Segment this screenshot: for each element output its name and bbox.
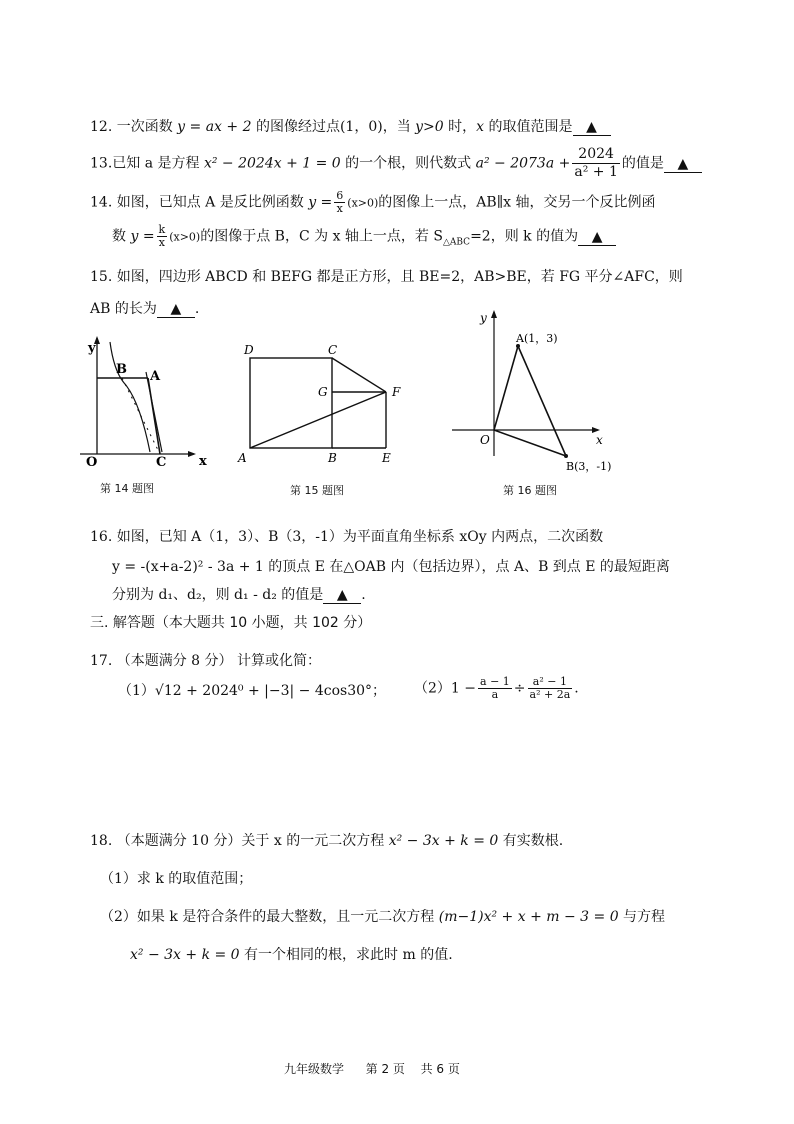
q12-formula: y = ax + 2 (177, 119, 252, 135)
question-16-line-3: 分别为 d₁、d₂，则 d₁ - d₂ 的值是 ▲ . (112, 587, 366, 603)
q14-cond-1: (x>0) (347, 196, 379, 210)
q17-end: . (574, 680, 579, 697)
q14-fraction-1 (334, 190, 345, 215)
q12-var: x (476, 119, 485, 135)
fig16-segment-ob (494, 430, 566, 456)
q13-text-c: 的值是 (621, 155, 664, 172)
fig16-point-b (564, 454, 568, 458)
fig15-caption: 第 15 题图 (290, 484, 344, 497)
q17-fraction-2 (528, 676, 573, 701)
fig15-segment-af (250, 392, 386, 448)
fig16-label-x: x (596, 433, 603, 447)
fig14-caption: 第 14 题图 (100, 482, 154, 495)
fig15-label-f: F (392, 385, 401, 399)
figure-15 (236, 340, 416, 470)
q12-cond: y>0 (415, 119, 444, 135)
footer-subject: 九年级数学 (284, 1062, 345, 1076)
q13-expression: a² − 2073a + (475, 155, 571, 172)
q17-part2-pre: 1 − (450, 680, 477, 697)
q18-header-a: 18. （本题满分 10 分）关于 x 的一元二次方程 (90, 833, 389, 849)
question-12 (90, 116, 611, 136)
q15-line2: AB 的长为 (90, 301, 157, 317)
q17-part2-label: （2） (414, 680, 451, 697)
question-18-part-2-line-2 (130, 944, 453, 964)
q13-frac-num: 2024 (572, 146, 620, 164)
fig16-label-y: y (480, 311, 487, 325)
fig15-label-d: D (244, 343, 254, 357)
question-13 (90, 146, 702, 181)
q13-frac-den: a² + 1 (574, 164, 618, 180)
q14-line1-a: 14. 如图，已知点 A 是反比例函数 (90, 194, 309, 211)
question-18-part-1: （1）求 k 的取值范围； (100, 871, 253, 887)
fig16-y-arrow (491, 310, 497, 318)
fig14-label-b: B (116, 362, 127, 377)
fig14-label-c: C (156, 455, 167, 470)
q14-line2-a: 数 (112, 228, 131, 245)
q17-f2-num: a² − 1 (528, 676, 573, 689)
q17-part1-label: （1） (118, 683, 155, 699)
q18-header-eq: x² − 3x + k = 0 (388, 833, 499, 849)
q16-line1: 16. 如图，已知 A（1，3）、B（3，-1）为平面直角坐标系 xOy 内两点，二次函数 (90, 529, 604, 545)
q17-part1-expr: √12 + 2024⁰ + |−3| − 4cos30°； (154, 683, 387, 699)
q14-frac2-num: k (158, 223, 166, 236)
figure-16 (446, 306, 616, 476)
q17-f1-den: a (491, 688, 499, 701)
fig16-caption: 第 16 题图 (503, 484, 557, 497)
q14-cond-2: (x>0) (169, 230, 201, 244)
fig16-label-b: B(3，-1) (566, 460, 612, 473)
q13-answer-blank: ▲ (664, 156, 702, 173)
q18-part2-a: （2）如果 k 是符合条件的最大整数，且一元二次方程 (100, 909, 439, 925)
q12-text-d: 的取值范围是 (484, 119, 573, 135)
q12-text-a: 12. 一次函数 (90, 119, 178, 135)
q14-frac2-den: x (158, 236, 165, 249)
fig14-label-y: y (88, 341, 96, 356)
footer-total: 共 6 页 (420, 1062, 460, 1076)
q15-line1: 15. 如图，四边形 ABCD 和 BEFG 都是正方形，且 BE=2，AB>BE，若 FG 平分∠AFC，则 (90, 269, 683, 285)
q16-line2: y = -(x+a-2)² - 3a + 1 的顶点 E 在△OAB 内（包括边界），点 A、B 到点 E 的最短距离 (112, 559, 670, 575)
question-15-line-2: AB 的长为 ▲ . (90, 301, 200, 317)
fig15-label-g: G (318, 385, 328, 399)
q18-part2-b: 与方程 (618, 909, 666, 925)
question-18-header (90, 830, 563, 850)
q18-header-b: 有实数根. (498, 833, 564, 849)
q12-text-c: 时， (443, 119, 477, 135)
fig16-segment-ab (518, 346, 566, 456)
fig15-label-e: E (382, 451, 391, 465)
question-17-header: 17. （本题满分 8 分） 计算或化简： (90, 653, 321, 669)
q18-part2-eq2: x² − 3x + k = 0 (130, 947, 240, 963)
q14-answer-blank: ▲ (578, 229, 616, 246)
footer-page: 第 2 页 (365, 1062, 405, 1076)
question-16-line-1 (90, 526, 603, 546)
q17-div-sign: ÷ (513, 680, 526, 697)
q14-y: y = (308, 194, 333, 211)
q18-part2-line2-b: 有一个相同的根，求此时 m 的值. (239, 947, 453, 963)
fig14-label-o: O (86, 455, 98, 470)
q14-frac1-den: x (336, 202, 343, 215)
question-18-part-2-line-1 (100, 906, 665, 926)
fig14-segment-ac (148, 378, 160, 454)
fig15-segment-cf (332, 358, 386, 392)
q18-part2-eq: (m−1)x² + x + m − 3 = 0 (438, 909, 619, 925)
q13-text-a: 13.已知 a 是方程 (90, 155, 204, 172)
question-14-line-2 (112, 224, 616, 249)
fig16-label-o: O (480, 433, 490, 447)
question-17-part-1 (118, 680, 386, 700)
question-15-line-1 (90, 266, 683, 286)
fig15-label-c: C (328, 343, 338, 357)
question-14-line-1 (90, 190, 656, 215)
q14-line2-c: =2，则 k 的值为 (470, 228, 579, 245)
q14-fraction-2 (157, 224, 168, 249)
fig14-x-arrow (188, 451, 196, 457)
page-footer (284, 1060, 460, 1077)
fig14-label-x: x (199, 454, 207, 469)
q14-area-sub: △ABC (442, 237, 471, 248)
q16-answer-blank: ▲ (323, 587, 361, 604)
q15-answer-blank: ▲ (157, 301, 195, 318)
q17-f2-den: a² + 2a (529, 688, 571, 701)
figure-14 (70, 332, 220, 472)
q16-line3: 分别为 d₁、d₂，则 d₁ - d₂ 的值是 (112, 587, 324, 603)
section-3-title: 三. 解答题（本大题共 10 小题，共 102 分） (90, 615, 372, 631)
fig16-segment-oa (494, 346, 518, 430)
q14-y-2: y = (130, 228, 155, 245)
q17-fraction-1 (478, 676, 512, 701)
q17-f1-num: a − 1 (480, 675, 510, 688)
q13-fraction (572, 146, 620, 181)
q14-line2-b: 的图像于点 B，C 为 x 轴上一点，若 S (200, 228, 443, 245)
q14-frac1-num: 6 (336, 189, 344, 202)
fig14-curve-outer (110, 342, 150, 452)
q14-line1-b: 的图像上一点，AB∥x 轴，交另一个反比例函 (378, 194, 656, 211)
fig14-label-a: A (150, 369, 161, 384)
q12-text-b: 的图像经过点(1，0)，当 (251, 119, 416, 135)
question-17-part-2 (414, 676, 579, 701)
q12-answer-blank: ▲ (573, 119, 611, 136)
fig15-square-abcd (250, 358, 332, 448)
fig16-label-a: A(1，3) (516, 332, 558, 345)
fig15-label-a: A (238, 451, 247, 465)
q13-text-b: 的一个根，则代数式 (340, 155, 476, 172)
question-16-line-2 (112, 556, 670, 576)
fig15-label-b: B (328, 451, 337, 465)
q13-equation: x² − 2024x + 1 = 0 (203, 155, 341, 172)
